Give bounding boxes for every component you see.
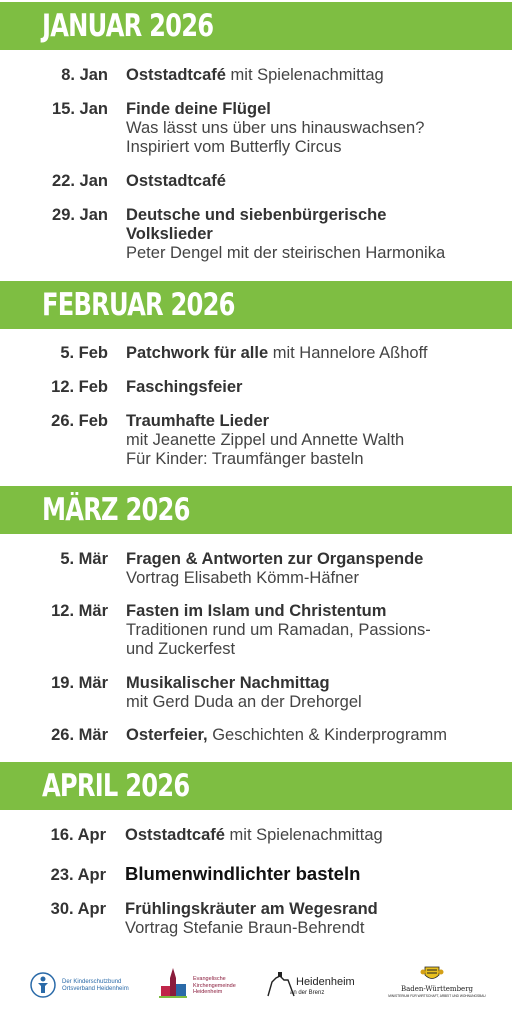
event-date: 29. Jan <box>52 206 108 224</box>
month-heading: MÄRZ 2026 <box>42 492 190 528</box>
event-date: 12. Feb <box>51 378 108 396</box>
event-subline: und Zuckerfest <box>126 640 236 658</box>
month-banner-januar <box>0 2 512 50</box>
event-subline: Inspiriert vom Butterfly Circus <box>126 138 342 156</box>
logo-text: Ortsverband Heidenheim <box>62 986 129 992</box>
logo-text: an der Brenz <box>290 990 325 996</box>
event-title: Blumenwindlichter basteln <box>125 863 361 884</box>
month-banner-februar <box>0 281 512 329</box>
logo-text: Kirchengemeinde <box>193 982 236 989</box>
event-date: 30. Apr <box>50 900 106 918</box>
event-date: 15. Jan <box>52 100 108 118</box>
event-date: 12. Mär <box>51 602 108 620</box>
heidenheim-logo <box>266 968 356 1002</box>
kinderschutzbund-logo <box>30 970 130 1000</box>
event-date: 16. Apr <box>50 826 106 844</box>
kinderschutzbund-icon <box>30 972 56 998</box>
event-title: Musikalischer Nachmittag <box>126 674 330 692</box>
event-subline: Vortrag Elisabeth Kömm-Häfner <box>126 569 359 587</box>
kirchengemeinde-logo <box>157 966 247 1002</box>
event-detail: mit Spielenachmittag <box>225 66 384 84</box>
logo-text: Heidenheim <box>193 989 223 995</box>
event-subline: Traditionen rund um Ramadan, Passions- <box>126 621 431 639</box>
logo-text: MINISTERIUM FÜR WIRTSCHAFT, ARBEIT UND WOHNUNGSBAU <box>388 994 486 998</box>
event-date: 26. Feb <box>51 412 108 430</box>
event-title: Deutsche und siebenbürgerische <box>126 206 387 224</box>
event-title-line2: Volkslieder <box>126 225 213 243</box>
event-title: Fragen & Antworten zur Organspende <box>126 550 424 568</box>
logo-text: Der Kinderschutzbund <box>62 979 122 985</box>
event-subline: mit Jeanette Zippel und Annette Walth <box>126 431 405 449</box>
event-title: Oststadtcafé <box>126 172 226 190</box>
event-title: Frühlingskräuter am Wegesrand <box>125 900 378 918</box>
month-banner-april <box>0 762 512 810</box>
event-title: Oststadtcafé <box>126 66 226 84</box>
month-heading: FEBRUAR 2026 <box>42 287 235 323</box>
event-title: Oststadtcafé <box>125 826 225 844</box>
month-heading: JANUAR 2026 <box>42 8 214 44</box>
event-title: Finde deine Flügel <box>126 100 271 118</box>
logo-text: Baden-Württemberg <box>400 985 474 993</box>
event-subline: Was lässt uns über uns hinauswachsen? <box>126 119 425 137</box>
event-title: Fasten im Islam und Christentum <box>126 602 387 620</box>
church-icon <box>157 966 189 1000</box>
event-title: Faschingsfeier <box>126 378 243 396</box>
month-heading: APRIL 2026 <box>42 768 190 804</box>
logo-text: Evangelische <box>193 976 226 982</box>
coat-of-arms-icon <box>420 964 444 984</box>
event-subline: Peter Dengel mit der steirischen Harmonika <box>126 244 446 262</box>
baden-wuerttemberg-logo <box>382 964 492 1004</box>
event-detail: Geschichten & Kinderprogramm <box>207 726 447 744</box>
event-detail: mit Spielenachmittag <box>224 826 383 844</box>
event-date: 5. Feb <box>60 344 108 362</box>
event-title: Traumhafte Lieder <box>126 412 270 430</box>
event-subline: Für Kinder: Traumfänger basteln <box>126 450 364 468</box>
event-date: 23. Apr <box>50 866 106 884</box>
event-subline: mit Gerd Duda an der Drehorgel <box>126 693 362 711</box>
event-title: Patchwork für alle <box>126 344 269 362</box>
event-title: Osterfeier, <box>126 726 208 744</box>
logo-text: Heidenheim <box>296 976 355 988</box>
event-date: 26. Mär <box>51 726 108 744</box>
event-date: 19. Mär <box>51 674 108 692</box>
month-banner-maerz <box>0 486 512 534</box>
event-date: 8. Jan <box>61 66 108 84</box>
event-subline: Vortrag Stefanie Braun-Behrendt <box>125 919 365 937</box>
event-date: 5. Mär <box>60 550 108 568</box>
event-date: 22. Jan <box>52 172 108 190</box>
sponsor-logos <box>0 958 512 1018</box>
event-detail: mit Hannelore Aßhoff <box>268 344 428 362</box>
